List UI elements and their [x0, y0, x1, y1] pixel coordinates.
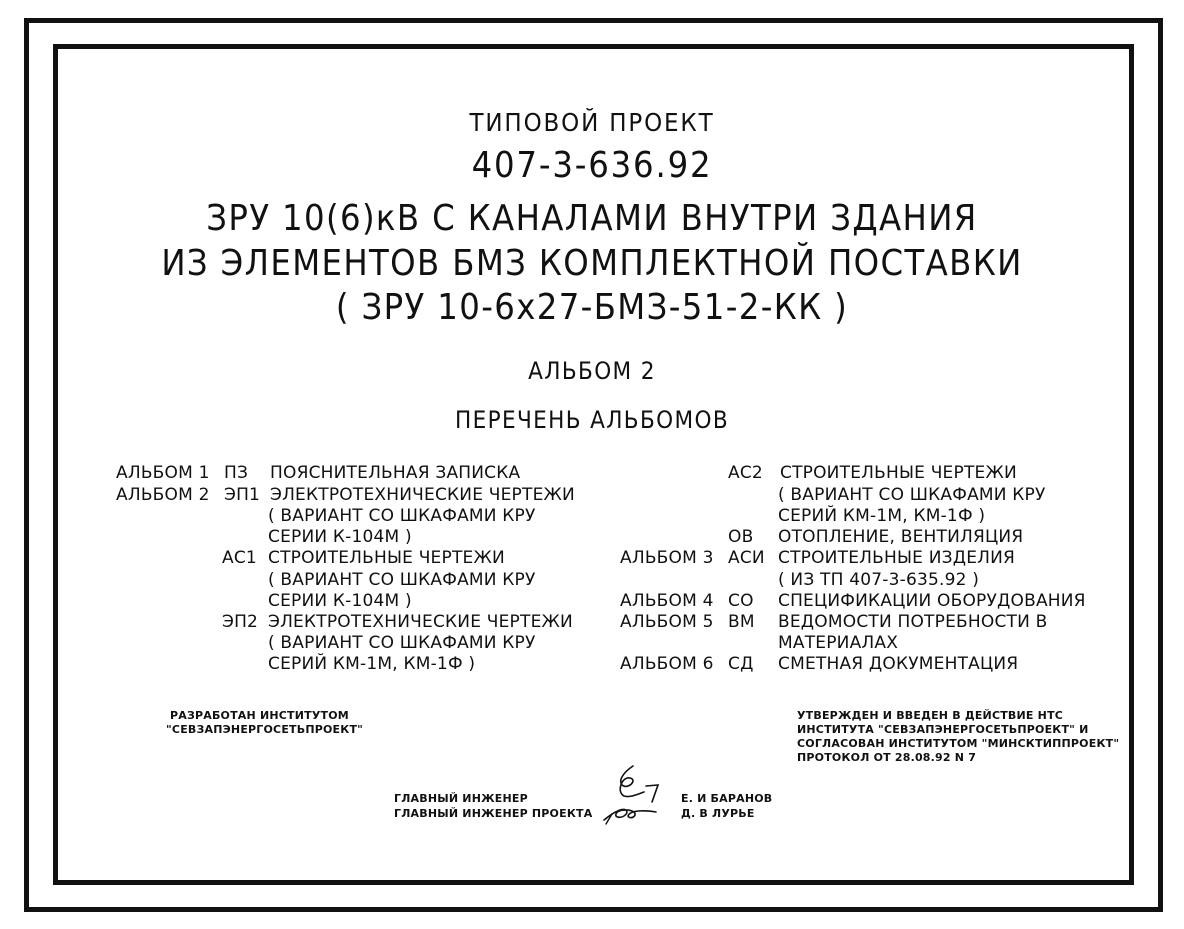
code-ep1: ЭП1	[224, 485, 261, 505]
list-heading: ПЕРЕЧЕНЬ АЛЬБОМОВ	[454, 406, 729, 434]
code-so: СО	[728, 591, 754, 611]
left-desc-6: ( ВАРИАНТ СО ШКАФАМИ КРУ	[268, 570, 536, 590]
right-desc-1: СТРОИТЕЛЬНЫЕ ЧЕРТЕЖИ	[780, 463, 1017, 483]
title-line-3: ( ЗРУ 10-6х27-БМЗ-51-2-КК )	[335, 287, 849, 328]
chief-project-engineer-name: Д. В ЛУРЬЕ	[681, 807, 755, 820]
approval-line-4: ПРОТОКОЛ ОТ 28.08.92 N 7	[797, 751, 977, 764]
right-desc-2: ( ВАРИАНТ СО ШКАФАМИ КРУ	[778, 485, 1046, 505]
right-desc-9: МАТЕРИАЛАХ	[778, 633, 899, 653]
handwritten-signature	[600, 758, 670, 828]
left-desc-7: СЕРИИ К-104М )	[268, 591, 412, 611]
title-line-1: ЗРУ 10(6)кВ С КАНАЛАМИ ВНУТРИ ЗДАНИЯ	[206, 198, 978, 239]
left-desc-5: СТРОИТЕЛЬНЫЕ ЧЕРТЕЖИ	[268, 548, 505, 568]
code-as2: АС2	[728, 463, 763, 483]
code-sd: СД	[728, 654, 754, 674]
left-desc-1: ПОЯСНИТЕЛЬНАЯ ЗАПИСКА	[270, 463, 521, 483]
left-desc-8: ЭЛЕКТРОТЕХНИЧЕСКИЕ ЧЕРТЕЖИ	[268, 612, 573, 632]
approval-line-3: СОГЛАСОВАН ИНСТИТУТОМ "МИНСКТИППРОЕКТ"	[797, 737, 1120, 750]
project-number: 407-3-636.92	[471, 145, 713, 186]
right-desc-3: СЕРИЙ КМ-1М, КМ-1Ф )	[778, 506, 986, 526]
code-as1: АС1	[222, 548, 257, 568]
right-desc-8: ВЕДОМОСТИ ПОТРЕБНОСТИ В	[778, 612, 1048, 632]
left-desc-2: ЭЛЕКТРОТЕХНИЧЕСКИЕ ЧЕРТЕЖИ	[270, 485, 575, 505]
right-desc-4: ОТОПЛЕНИЕ, ВЕНТИЛЯЦИЯ	[778, 527, 1024, 547]
approval-line-2: ИНСТИТУТА "СЕВЗАПЭНЕРГОСЕТЬПРОЕКТ" И	[797, 723, 1089, 736]
chief-project-engineer-label: ГЛАВНЫЙ ИНЖЕНЕР ПРОЕКТА	[394, 807, 593, 820]
title-line-2: ИЗ ЭЛЕМЕНТОВ БМЗ КОМПЛЕКТНОЙ ПОСТАВКИ	[161, 243, 1023, 284]
right-desc-10: СМЕТНАЯ ДОКУМЕНТАЦИЯ	[778, 654, 1019, 674]
right-album-5: АЛЬБОМ 5	[620, 612, 714, 632]
left-desc-9: ( ВАРИАНТ СО ШКАФАМИ КРУ	[268, 633, 536, 653]
left-desc-10: СЕРИЙ КМ-1М, КМ-1Ф )	[268, 654, 476, 674]
left-desc-3: ( ВАРИАНТ СО ШКАФАМИ КРУ	[268, 506, 536, 526]
right-desc-6: ( ИЗ ТП 407-3-635.92 )	[778, 570, 980, 590]
chief-engineer-label: ГЛАВНЫЙ ИНЖЕНЕР	[394, 792, 528, 805]
code-pz: ПЗ	[224, 463, 249, 483]
right-album-4: АЛЬБОМ 4	[620, 591, 714, 611]
code-asi: АСИ	[728, 548, 765, 568]
left-desc-4: СЕРИИ К-104М )	[268, 527, 412, 547]
developer-line-1: РАЗРАБОТАН ИНСТИТУТОМ	[170, 709, 349, 722]
left-album-1: АЛЬБОМ 1	[116, 463, 210, 483]
code-ep2: ЭП2	[222, 612, 259, 632]
right-album-3: АЛЬБОМ 3	[620, 548, 714, 568]
code-vm: ВМ	[728, 612, 755, 632]
chief-engineer-name: Е. И БАРАНОВ	[681, 792, 773, 805]
right-desc-5: СТРОИТЕЛЬНЫЕ ИЗДЕЛИЯ	[778, 548, 1016, 568]
approval-line-1: УТВЕРЖДЕН И ВВЕДЕН В ДЕЙСТВИЕ НТС	[797, 709, 1064, 722]
document-type-label: ТИПОВОЙ ПРОЕКТ	[469, 108, 715, 137]
developer-line-2: "СЕВЗАПЭНЕРГОСЕТЬПРОЕКТ"	[166, 723, 364, 736]
album-number: АЛЬБОМ 2	[528, 357, 656, 385]
left-album-2: АЛЬБОМ 2	[116, 485, 210, 505]
right-album-6: АЛЬБОМ 6	[620, 654, 714, 674]
code-ov: ОВ	[728, 527, 754, 547]
right-desc-7: СПЕЦИФИКАЦИИ ОБОРУДОВАНИЯ	[778, 591, 1086, 611]
